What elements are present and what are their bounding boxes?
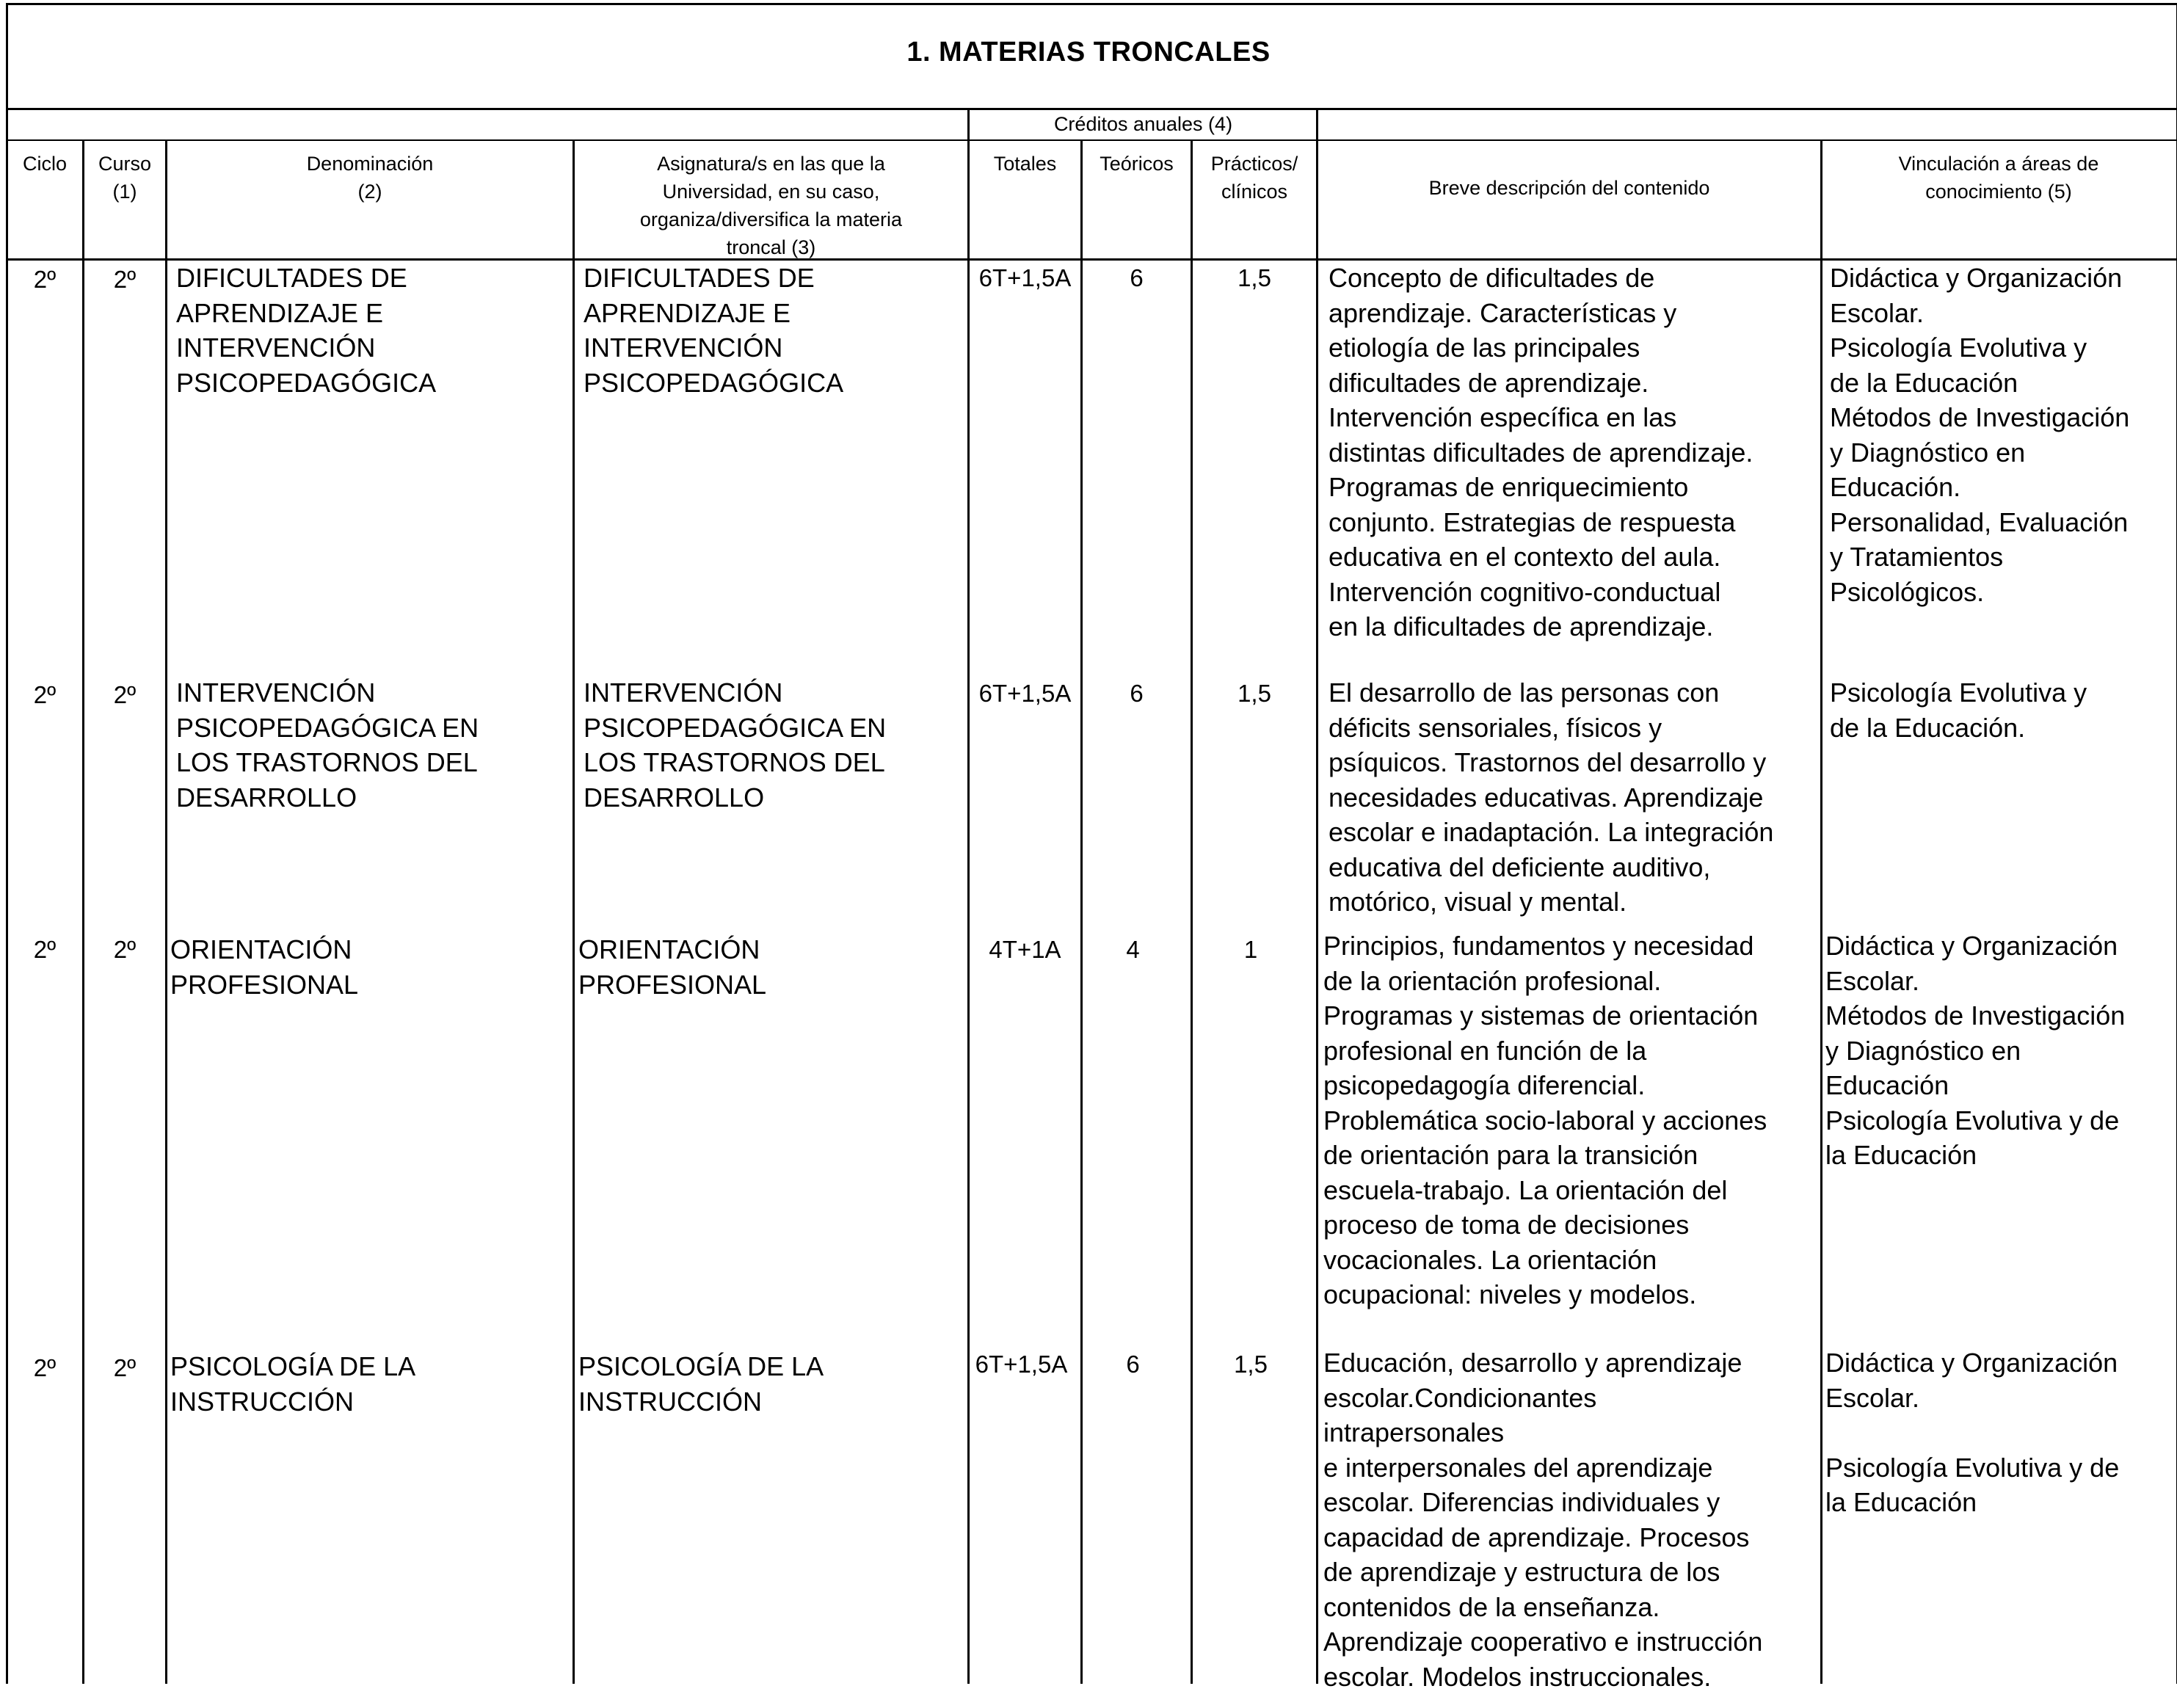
col-line-teoricos <box>1191 141 1193 1684</box>
header-asignatura: Asignatura/s en las que la Universidad, en su caso, organiza/diversifica la materia troncal (3) <box>639 153 903 258</box>
row-curso: 2º <box>113 936 137 963</box>
row-totales: 6T+1,5A <box>978 680 1072 707</box>
row-practicos: 1,5 <box>1237 680 1271 707</box>
credits-group-header: Créditos anuales (4) <box>1053 113 1233 135</box>
row-ciclo: 2º <box>33 266 57 293</box>
header-denominacion: Denominación (2) <box>306 153 434 203</box>
row-curso: 2º <box>113 681 137 708</box>
row-asignatura: PSICOLOGÍA DE LA INSTRUCCIÓN <box>578 1351 824 1417</box>
header-ciclo: Ciclo <box>22 153 67 175</box>
row-teoricos: 4 <box>1126 936 1140 963</box>
row-asignatura: INTERVENCIÓN PSICOPEDAGÓGICA EN LOS TRASTORNOS DEL DESARROLLO <box>584 677 887 813</box>
col-line-totales <box>1080 141 1083 1684</box>
row-curso: 2º <box>113 266 137 293</box>
row-descripcion: El desarrollo de las personas con déficits sensoriales, físicos y psíquicos. Trastornos del desarrollo y necesidades educativas. Aprendizaje escolar e inadaptación. La integración educativa del deficiente auditivo, motórico, visual y mental. <box>1329 677 1774 917</box>
col-line-descripcion <box>1820 139 1822 1684</box>
row-vinculacion: Didáctica y Organización Escolar. Métodos de Investigación y Diagnóstico en Educación Psicología Evolutiva y de la Educación <box>1825 931 2126 1170</box>
credits-subdivider <box>969 139 1318 141</box>
row-vinculacion: Didáctica y Organización Escolar. Psicología Evolutiva y de la Educación <box>1825 1348 2120 1517</box>
col-line-curso <box>165 139 167 1684</box>
row-descripcion: Educación, desarrollo y aprendizaje escolar.Condicionantes intrapersonales e interpersonales del aprendizaje escolar. Diferencias individuales y capacidad de aprendizaje. Procesos de aprendizaje y estructura de los contenidos de la enseñanza. Aprendizaje cooperativo e instrucción escolar. Modelos instruccionales. <box>1323 1348 1763 1692</box>
row-teoricos: 6 <box>1126 1351 1140 1378</box>
page-title: 1. MATERIAS TRONCALES <box>906 37 1271 68</box>
row-denominacion: DIFICULTADES DE APRENDIZAJE E INTERVENCIÓN PSICOPEDAGÓGICA <box>176 263 437 398</box>
col-line-practicos <box>1316 108 1318 1684</box>
row-totales: 6T+1,5A <box>975 1351 1068 1378</box>
row-teoricos: 6 <box>1130 680 1144 707</box>
row-descripcion: Principios, fundamentos y necesidad de la orientación profesional. Programas y sistemas de orientación profesional en función de la psicopedagogía diferencial. Problemática socio-laboral y acciones de orientación para la transición escuela-trabajo. La orientación del proceso de toma de decisiones vocacionales. La orientación ocupacional: niveles y modelos. <box>1323 931 1767 1309</box>
row-ciclo: 2º <box>33 936 57 963</box>
row-totales: 6T+1,5A <box>978 264 1072 291</box>
row-teoricos: 6 <box>1130 264 1144 291</box>
row-totales: 4T+1A <box>989 936 1061 963</box>
row-ciclo: 2º <box>33 681 57 708</box>
row-descripcion: Concepto de dificultades de aprendizaje. Características y etiología de las principales dificultades de aprendizaje. Intervención específica en las distintas dificultades de aprendizaje. Programas de enriquecimiento conjunto. Estrategias de respuesta educativa en el contexto del aula. Intervención cognitivo-conductual en la dificultades de aprendizaje. <box>1329 263 1753 642</box>
col-line-asignatura <box>967 108 970 1684</box>
header-totales: Totales <box>993 153 1057 175</box>
row-ciclo: 2º <box>33 1354 57 1381</box>
header-curso: Curso (1) <box>98 153 152 203</box>
row-practicos: 1,5 <box>1237 264 1271 291</box>
row-practicos: 1 <box>1243 936 1258 963</box>
row-practicos: 1,5 <box>1234 1351 1268 1378</box>
header-teoricos: Teóricos <box>1100 153 1174 175</box>
row-denominacion: PSICOLOGÍA DE LA INSTRUCCIÓN <box>170 1351 416 1417</box>
col-line-ciclo <box>82 139 84 1684</box>
row-asignatura: ORIENTACIÓN PROFESIONAL <box>578 934 767 1000</box>
row-vinculacion: Psicología Evolutiva y de la Educación. <box>1830 677 2087 743</box>
col-line-denominacion <box>573 139 575 1684</box>
header-vinculacion: Vinculación a áreas de conocimiento (5) <box>1898 153 2099 203</box>
header-descripcion: Breve descripción del contenido <box>1428 177 1710 199</box>
row-denominacion: ORIENTACIÓN PROFESIONAL <box>170 934 359 1000</box>
row-curso: 2º <box>113 1354 137 1381</box>
row-denominacion: INTERVENCIÓN PSICOPEDAGÓGICA EN LOS TRASTORNOS DEL DESARROLLO <box>176 677 479 813</box>
row-vinculacion: Didáctica y Organización Escolar. Psicología Evolutiva y de la Educación Métodos de Investigación y Diagnóstico en Educación. Personalidad, Evaluación y Tratamientos Psicológicos. <box>1830 263 2130 607</box>
row-asignatura: DIFICULTADES DE APRENDIZAJE E INTERVENCIÓN PSICOPEDAGÓGICA <box>584 263 844 398</box>
header-practicos: Prácticos/ clínicos <box>1210 153 1298 203</box>
